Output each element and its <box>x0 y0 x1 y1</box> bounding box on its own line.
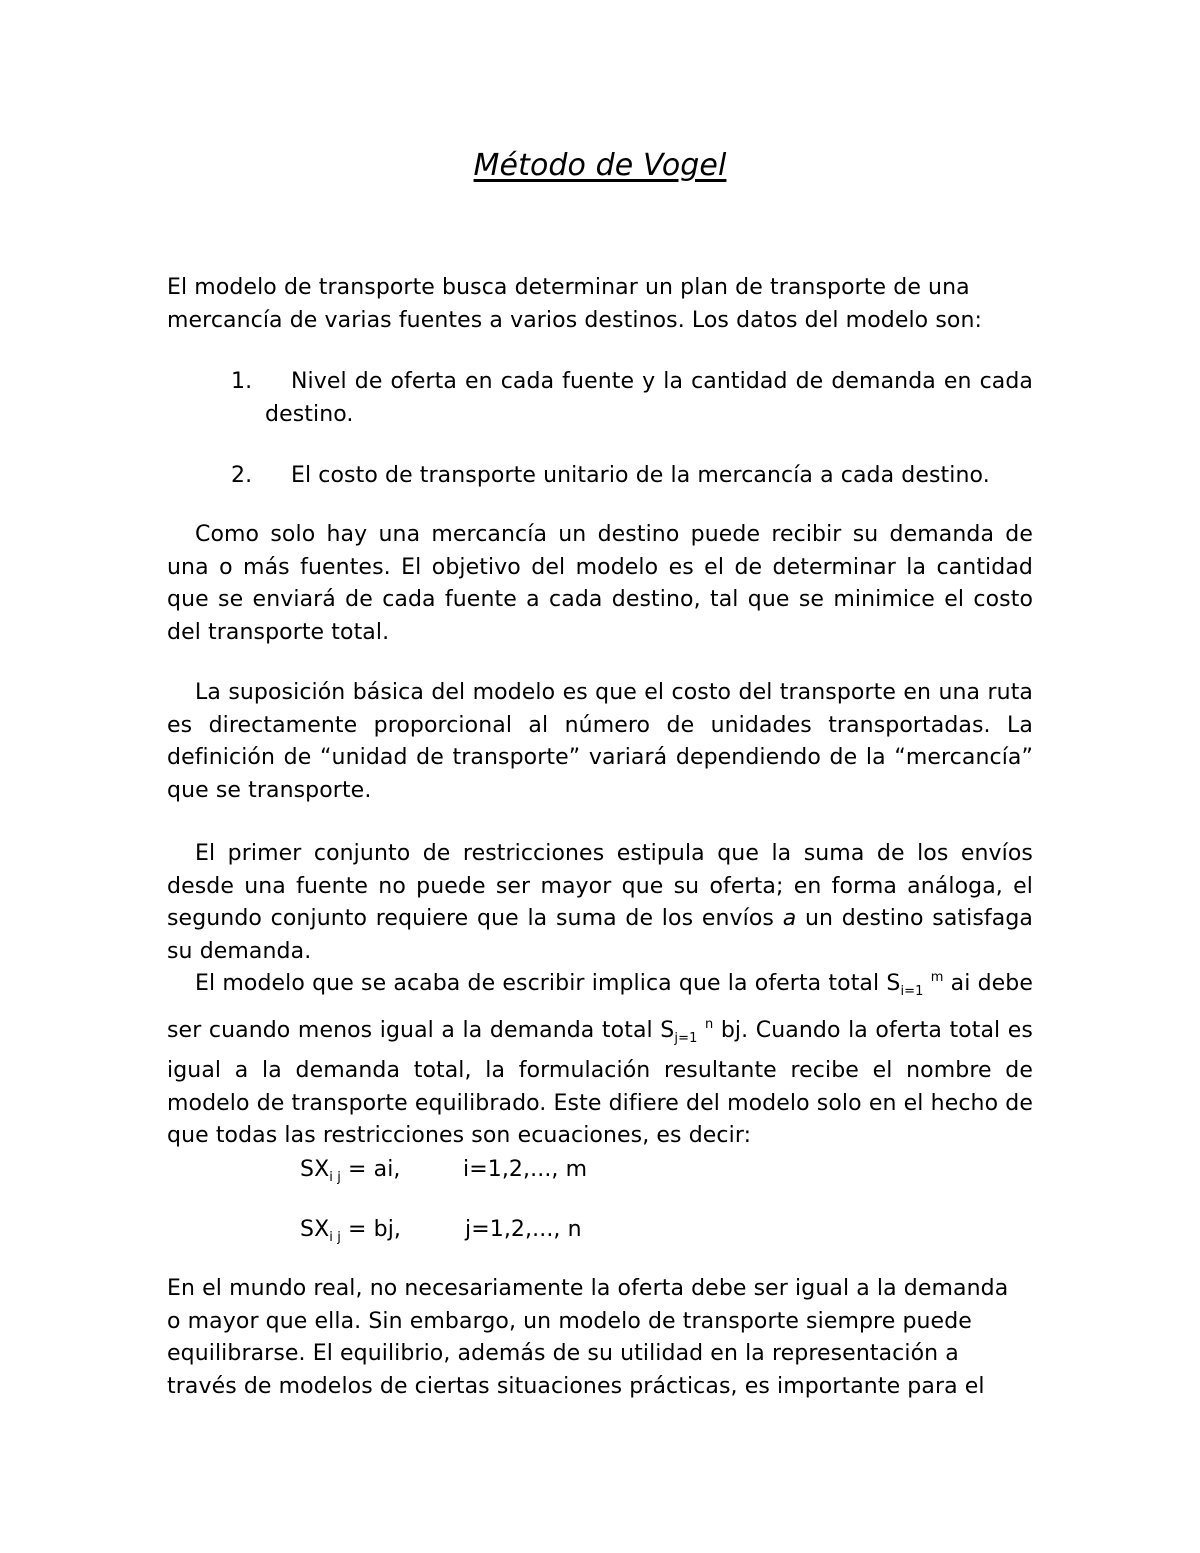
sum-superscript: n <box>704 1016 714 1032</box>
paragraph-5: En el mundo real, no necesariamente la oferta debe ser igual a la demanda o mayor que ella. Sin embargo, un modelo de transporte siempre puede equilibrarse. El equilibrio, además de su utilidad en la representación a través de modelos de ciertas situaciones prácticas, es importante para el <box>167 1276 1009 1399</box>
list-text: Nivel de oferta en cada fuente y la cantidad de demanda en cada <box>291 369 1033 394</box>
paragraph-1: Como solo hay una mercancía un destino puede recibir su demanda de una o más fuentes. El objetivo del modelo es el de determinar la cantidad que se enviará de cada fuente a cada destino, tal que se minimice el costo del transporte total. <box>167 522 1033 645</box>
paragraph-4-text: ai debe ser cuando menos igual a la demanda total <box>167 971 1034 1043</box>
equation-rhs: = ai, <box>340 1157 401 1182</box>
list-item-2 <box>231 460 1033 493</box>
paragraph-4-text: bj. Cuando la oferta total es igual a la demanda total, la formulación resultante recibe el nombre de modelo de transporte equilibrado. Este difiere del modelo solo en el hecho de que todas las restricciones son ecuaciones, es decir: <box>167 1017 1033 1148</box>
paragraph-4-text: El modelo que se acaba de escribir implica que la oferta total <box>195 971 887 996</box>
document-title: Método de Vogel <box>473 148 727 183</box>
list-text: El costo de transporte unitario de la mercancía a cada destino. <box>291 463 990 488</box>
equation-condition: j=1,2,..., n <box>465 1217 582 1242</box>
sum-subscript: j=1 <box>674 1030 698 1046</box>
paragraph-3 <box>167 838 1033 968</box>
paragraph-3-text-end: un destino satisfaga su demanda. <box>167 906 1034 964</box>
equation-subscript: i j <box>329 1230 341 1245</box>
sum-superscript: m <box>930 970 944 985</box>
equation-lhs: SX <box>300 1217 330 1242</box>
list-item-1 <box>231 366 1033 431</box>
list-number: 1. <box>231 369 253 394</box>
sum-symbol: S <box>660 1017 675 1043</box>
paragraph-3-text: El primer conjunto de restricciones estipula que la suma de los envíos desde una fuente no puede ser mayor que su oferta; en forma análoga, el segundo conjunto requiere que la suma de los envíos <box>167 841 1033 931</box>
paragraph-2: La suposición básica del modelo es que el costo del transporte en una ruta es directamente proporcional al número de unidades transportadas. La definición de “unidad de transporte” variará dependiendo de la “mercancía” que se transporte. <box>167 680 1033 803</box>
list-text-continued: destino. <box>265 401 354 427</box>
equation-subscript: i j <box>329 1170 341 1185</box>
paragraph-3-italic: a <box>782 906 797 931</box>
equation-lhs: SX <box>300 1157 330 1182</box>
equation-1 <box>300 1154 588 1194</box>
sum-subscript: i=1 <box>900 984 924 999</box>
paragraph-4 <box>167 962 1033 1153</box>
equation-condition: i=1,2,..., m <box>463 1157 588 1182</box>
equation-rhs: = bj, <box>340 1217 401 1242</box>
sum-symbol: S <box>886 971 901 996</box>
list-number: 2. <box>231 463 253 488</box>
equation-2 <box>300 1214 582 1254</box>
intro-paragraph: El modelo de transporte busca determinar un plan de transporte de una mercancía de varias fuentes a varios destinos. Los datos del modelo son: <box>167 275 983 333</box>
